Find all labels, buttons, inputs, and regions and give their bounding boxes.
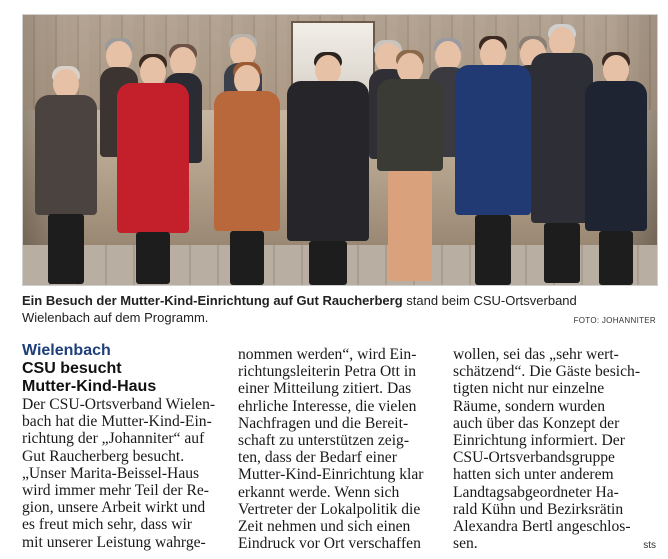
article-text-line: nommen werden“, wird Ein- xyxy=(238,346,417,363)
article-text-line: Nachfragen und die Bereit- xyxy=(238,414,409,432)
article-text-line: Landtagsabgeordneter Ha- xyxy=(453,483,619,501)
photo-person xyxy=(285,55,371,285)
article-column-1 xyxy=(22,342,228,551)
column-2-text xyxy=(238,346,442,552)
photo-group xyxy=(23,15,657,285)
photo-person xyxy=(211,65,283,285)
article-text-line: es freut mich sehr, dass wir xyxy=(22,516,192,534)
photo-person xyxy=(31,69,101,285)
article-headline-2: Mutter-Kind-Haus xyxy=(22,378,157,395)
article-text-line: bach hat die Mutter-Kind-Ein- xyxy=(22,413,212,431)
article-text-line: ehrliche Interesse, die vielen xyxy=(238,397,417,415)
article-text-line: Einrichtung informiert. Der xyxy=(453,432,625,450)
article-text-line: Räume, sondern wurden xyxy=(453,397,606,415)
article-text-line: Mutter-Kind-Einrichtung klar xyxy=(238,466,424,484)
article-text-line: mit unserer Leistung wahrge- xyxy=(22,533,206,551)
article-headline-1: CSU besucht xyxy=(22,360,122,377)
article-text-line: hatten sich unter anderem xyxy=(453,466,614,484)
article-photo xyxy=(22,14,658,286)
article-place: Wielenbach xyxy=(22,342,111,359)
caption-bold: Ein Besuch der Mutter-Kind-Einrichtung auf Gut Raucherberg xyxy=(22,293,403,308)
article-text-line: schaft zu unterstützen zeig- xyxy=(238,432,410,450)
photo-credit: FOTO: JOHANNITER xyxy=(573,316,656,325)
article-text-line: einer Mitteilung zitiert. Das xyxy=(238,380,412,398)
article-text-line: wird immer mehr Teil der Re- xyxy=(22,482,209,500)
article-column-3 xyxy=(453,346,657,552)
article-text-line: CSU-Ortsverbandsgruppe xyxy=(453,449,615,467)
photo-person xyxy=(583,55,649,285)
article-text-line: erkannt werde. Wenn sich xyxy=(238,483,400,501)
article-text-line: tigten nicht nur einzelne xyxy=(453,380,605,398)
article-text-line: Vertreter der Lokalpolitik die xyxy=(238,500,421,518)
article-text-line: Zeit nehmen und sich einen xyxy=(238,518,411,536)
article-text-line: auch über das Konzept der xyxy=(453,414,620,432)
article-text-line: wollen, sei das „sehr wert- xyxy=(453,346,619,363)
article-text-line: schätzend“. Die Gäste besich- xyxy=(453,363,641,381)
article-column-2 xyxy=(238,346,442,552)
article-text-line: richtung der „Johanniter“ auf xyxy=(22,430,205,448)
column-1-text xyxy=(22,396,228,551)
photo-person xyxy=(453,39,533,285)
author-signature: sts xyxy=(643,540,656,551)
article-text-line: ten, dass der Bedarf einer xyxy=(238,449,397,467)
photo-person xyxy=(115,57,191,285)
article-text-line: richtungsleiterin Petra Ott in xyxy=(238,363,416,381)
column-3-text xyxy=(453,346,657,552)
article-text-line: „Unser Marita-Beissel-Haus xyxy=(22,464,200,482)
article-text-line: Alexandra Bertl angeschlos- xyxy=(453,518,631,536)
caption-rest: stand beim CSU-Ortsverband xyxy=(402,293,577,308)
caption-line-1 xyxy=(22,292,656,309)
article-text-line: Der CSU-Ortsverband Wielen- xyxy=(22,396,216,413)
photo-caption xyxy=(22,292,656,326)
photo-person xyxy=(375,53,445,285)
article-text-line: Eindruck vor Ort verschaffen xyxy=(238,535,421,553)
caption-line-2: Wielenbach auf dem Programm. xyxy=(22,310,209,325)
article-text-line: sen. xyxy=(453,535,478,553)
article-text-line: gion, unsere Arbeit wirkt und xyxy=(22,499,206,517)
article-text-line: Gut Raucherberg besucht. xyxy=(22,447,185,465)
article-text-line: rald Kühn und Bezirksrätin xyxy=(453,500,624,518)
